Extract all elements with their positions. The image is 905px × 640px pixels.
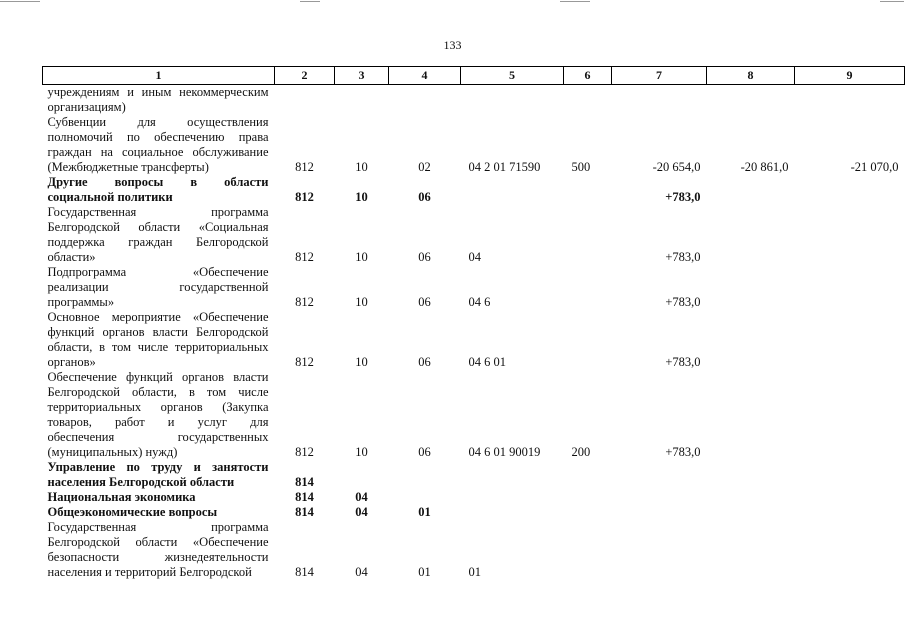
amount-year-2: -20 861,0	[740, 160, 789, 174]
row-description	[43, 85, 275, 116]
expense-type-code	[564, 310, 612, 370]
target-article-code	[461, 85, 564, 116]
section-code: 10	[355, 250, 368, 264]
amount-year-1: +783,0	[665, 250, 701, 264]
row-description	[43, 310, 275, 370]
amount-year-2	[707, 370, 795, 460]
subsection-code: 06	[418, 445, 431, 459]
row-description	[43, 175, 275, 205]
target-article-code	[461, 460, 564, 490]
row-description	[43, 520, 275, 580]
column-header-6: 6	[564, 67, 612, 85]
subsection-code	[389, 85, 461, 116]
amount-year-3	[795, 370, 905, 460]
subsection-code: 06	[418, 250, 431, 264]
subsection-code: 02	[418, 160, 431, 174]
table-row	[43, 460, 905, 490]
row-description	[43, 205, 275, 265]
amount-year-1	[612, 85, 707, 116]
target-article-code: 04	[468, 250, 481, 264]
amount-year-3	[795, 460, 905, 490]
description-line: Субвенции для осуществления	[47, 115, 269, 129]
expense-type-code	[564, 460, 612, 490]
description-line: функций органов власти Белгородской	[47, 325, 269, 339]
target-article-code	[461, 505, 564, 520]
amount-year-3	[795, 265, 905, 310]
amount-year-1: +783,0	[665, 295, 701, 309]
description-line: безопасности жизнедеятельности	[47, 550, 269, 564]
section-code: 10	[355, 160, 368, 174]
table-row	[43, 175, 905, 205]
table-row	[43, 490, 905, 505]
amount-year-2	[707, 265, 795, 310]
description-line: Обеспечение функций органов власти	[47, 370, 269, 384]
row-description	[43, 490, 275, 505]
column-header-2: 2	[275, 67, 335, 85]
description-line: Национальная экономика	[47, 490, 196, 504]
subsection-code	[389, 460, 461, 490]
description-line: граждан на социальное обслуживание	[47, 145, 269, 159]
description-line: Государственная программа	[47, 520, 269, 534]
table-row	[43, 370, 905, 460]
amount-year-1	[612, 460, 707, 490]
table-row	[43, 85, 905, 116]
subsection-code: 01	[418, 505, 431, 519]
expense-type-code	[564, 520, 612, 580]
ministry-code: 814	[295, 490, 314, 504]
amount-year-1: +783,0	[665, 445, 701, 459]
ministry-code: 814	[295, 565, 314, 579]
description-line: товаров, работ и услуг для	[47, 415, 269, 429]
amount-year-2	[707, 490, 795, 505]
amount-year-1: +783,0	[665, 190, 701, 204]
section-code: 04	[355, 490, 368, 504]
description-line: Государственная программа	[47, 205, 269, 219]
column-header-5: 5	[461, 67, 564, 85]
section-code	[335, 460, 389, 490]
row-description	[43, 115, 275, 175]
description-line: Белгородской области «Социальная	[47, 220, 269, 234]
amount-year-3	[795, 490, 905, 505]
expense-type-code	[564, 205, 612, 265]
subsection-code	[389, 490, 461, 505]
amount-year-3	[795, 205, 905, 265]
description-line: Подпрограмма «Обеспечение	[47, 265, 269, 279]
amount-year-3: -21 070,0	[850, 160, 899, 174]
amount-year-2	[707, 520, 795, 580]
column-header-4: 4	[389, 67, 461, 85]
section-code	[335, 85, 389, 116]
budget-table	[42, 66, 905, 580]
section-code: 10	[355, 445, 368, 459]
amount-year-2	[707, 310, 795, 370]
amount-year-1: +783,0	[665, 355, 701, 369]
amount-year-3	[795, 85, 905, 116]
description-line: организациям)	[47, 100, 126, 114]
column-header-1: 1	[43, 67, 275, 85]
table-row	[43, 310, 905, 370]
expense-type-code	[564, 505, 612, 520]
description-line: населения и территорий Белгородской	[47, 565, 252, 579]
amount-year-3	[795, 310, 905, 370]
description-line: территориальных органов (Закупка	[47, 400, 269, 414]
description-line: области, в том числе территориальных	[47, 340, 269, 354]
expense-type-code	[564, 265, 612, 310]
amount-year-2	[707, 205, 795, 265]
ministry-code: 812	[295, 445, 314, 459]
column-header-3: 3	[335, 67, 389, 85]
target-article-code: 01	[468, 565, 481, 579]
table-row	[43, 115, 905, 175]
description-line: учреждениям и иным некоммерческим	[47, 85, 269, 99]
description-line: социальной политики	[47, 190, 173, 204]
description-line: населения Белгородской области	[47, 475, 235, 489]
description-line: поддержка граждан Белгородской	[47, 235, 269, 249]
expense-type-code: 500	[571, 160, 591, 174]
table-row	[43, 520, 905, 580]
row-description	[43, 505, 275, 520]
target-article-code: 04 6 01	[468, 355, 506, 369]
description-line: (муниципальных) нужд)	[47, 445, 178, 459]
amount-year-2	[707, 460, 795, 490]
description-line: Белгородской области «Обеспечение	[47, 535, 269, 549]
expense-type-code	[564, 85, 612, 116]
description-line: органов»	[47, 355, 96, 369]
amount-year-1	[612, 505, 707, 520]
column-header-7: 7	[612, 67, 707, 85]
table-header-row	[43, 67, 905, 85]
column-header-8: 8	[707, 67, 795, 85]
amount-year-1	[612, 520, 707, 580]
amount-year-2	[707, 175, 795, 205]
section-code: 04	[355, 505, 368, 519]
expense-type-code	[564, 175, 612, 205]
section-code: 10	[355, 190, 368, 204]
column-header-9: 9	[795, 67, 905, 85]
expense-type-code	[564, 490, 612, 505]
description-line: Общеэкономические вопросы	[47, 505, 218, 519]
row-description	[43, 265, 275, 310]
description-line: программы»	[47, 295, 115, 309]
subsection-code: 06	[418, 295, 431, 309]
ministry-code: 812	[295, 160, 314, 174]
amount-year-1	[612, 490, 707, 505]
table-row	[43, 265, 905, 310]
target-article-code: 04 6	[468, 295, 491, 309]
amount-year-1: -20 654,0	[652, 160, 701, 174]
target-article-code: 04 6 01 90019	[468, 445, 541, 459]
ministry-code	[275, 85, 335, 116]
description-line: (Межбюджетные трансферты)	[47, 160, 209, 174]
table-body	[43, 85, 905, 581]
subsection-code: 06	[418, 190, 431, 204]
subsection-code: 01	[418, 565, 431, 579]
target-article-code	[461, 490, 564, 505]
table-row	[43, 205, 905, 265]
description-line: реализации государственной	[47, 280, 269, 294]
description-line: Основное мероприятие «Обеспечение	[47, 310, 269, 324]
amount-year-2	[707, 85, 795, 116]
expense-type-code: 200	[571, 445, 591, 459]
amount-year-3	[795, 520, 905, 580]
amount-year-3	[795, 175, 905, 205]
description-line: Другие вопросы в области	[47, 175, 269, 189]
subsection-code: 06	[418, 355, 431, 369]
ministry-code: 814	[295, 505, 314, 519]
target-article-code	[461, 175, 564, 205]
description-line: полномочий по обеспечению права	[47, 130, 269, 144]
amount-year-3	[795, 505, 905, 520]
amount-year-2	[707, 505, 795, 520]
row-description	[43, 460, 275, 490]
description-line: Белгородской области, в том числе	[47, 385, 269, 399]
row-description	[43, 370, 275, 460]
table-row	[43, 505, 905, 520]
ministry-code: 812	[295, 190, 314, 204]
ministry-code: 814	[295, 475, 314, 489]
ministry-code: 812	[295, 250, 314, 264]
ministry-code: 812	[295, 355, 314, 369]
section-code: 04	[355, 565, 368, 579]
page-number: 133	[443, 38, 462, 52]
description-line: области»	[47, 250, 96, 264]
description-line: Управление по труду и занятости	[47, 460, 269, 474]
target-article-code: 04 2 01 71590	[468, 160, 541, 174]
description-line: обеспечения государственных	[47, 430, 269, 444]
section-code: 10	[355, 295, 368, 309]
ministry-code: 812	[295, 295, 314, 309]
section-code: 10	[355, 355, 368, 369]
